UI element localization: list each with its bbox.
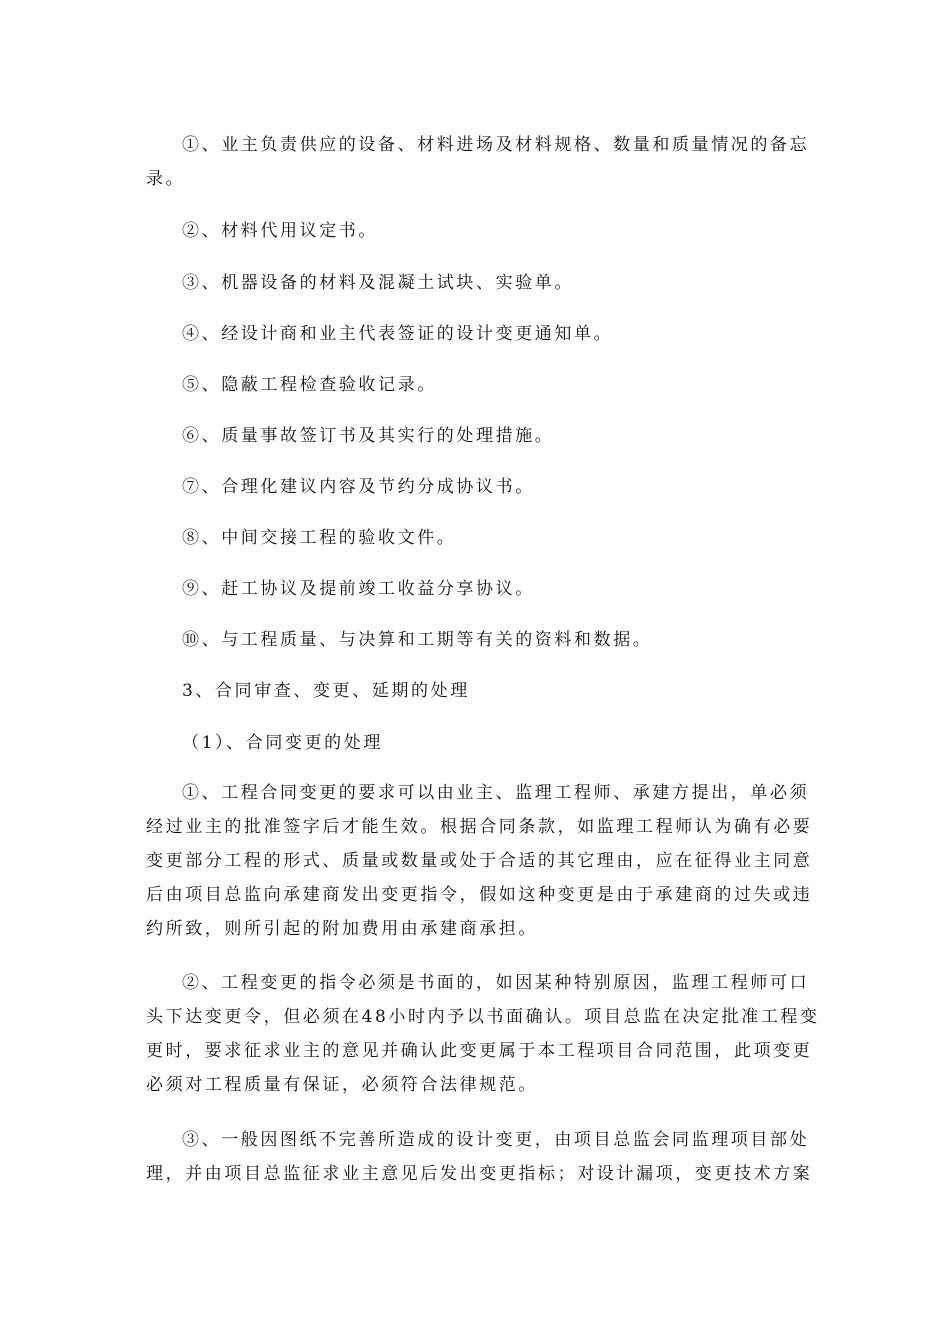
- paragraph-line: 必须对工程质量有保证，必须符合法律规范。: [146, 1075, 538, 1095]
- section-heading: [146, 674, 808, 708]
- subsection-heading: [146, 726, 808, 760]
- paragraph-11: [146, 776, 813, 946]
- paragraph-line: ⑥、质量事故签订书及其实行的处理措施。: [182, 426, 555, 446]
- paragraph-line: 变更部分工程的形式、质量或数量或处于合适的其它理由，应在征得业主同意: [146, 851, 813, 871]
- paragraph-line: ⑧、中间交接工程的验收文件。: [182, 528, 457, 548]
- paragraph-line: 理，并由项目总监征求业主意见后发出变更指标；对设计漏项，变更技术方案: [146, 1164, 813, 1184]
- paragraph-13: [146, 1123, 813, 1191]
- paragraph-10: [146, 623, 808, 657]
- paragraph-1: [146, 128, 808, 196]
- paragraph-line: ②、工程变更的指令必须是书面的，如因某种特别原因，监理工程师可口: [182, 973, 810, 993]
- paragraph-line: 录。: [146, 169, 186, 189]
- paragraph-line: ③、机器设备的材料及混凝土试块、实验单。: [182, 273, 574, 293]
- paragraph-line: 经过业主的批准签字后才能生效。根据合同条款，如监理工程师认为确有必要: [146, 817, 813, 837]
- paragraph-line: ⑦、合理化建议内容及节约分成协议书。: [182, 477, 535, 497]
- paragraph-line: ③、一般因图纸不完善所造成的设计变更，由项目总监会同监理项目部处: [182, 1130, 810, 1150]
- paragraph-line: 更时，要求征求业主的意见并确认此变更属于本工程项目合同范围，此项变更: [146, 1041, 813, 1061]
- paragraph-5: [146, 368, 808, 402]
- paragraph-line: ②、材料代用议定书。: [182, 221, 378, 241]
- paragraph-line: 后由项目总监向承建商发出变更指令，假如这种变更是由于承建商的过失或违: [146, 885, 813, 905]
- paragraph-line: ①、工程合同变更的要求可以由业主、监理工程师、承建方提出，单必须: [182, 783, 810, 803]
- paragraph-3: [146, 266, 808, 300]
- paragraph-6: [146, 419, 808, 453]
- paragraph-2: [146, 214, 808, 248]
- paragraph-line: 头下达变更令，但必须在48小时内予以书面确认。项目总监在决定批准工程变: [146, 1007, 820, 1027]
- paragraph-8: [146, 521, 808, 555]
- paragraph-9: [146, 572, 808, 606]
- paragraph-line: 约所致，则所引起的附加费用由承建商承担。: [146, 919, 538, 939]
- paragraph-line: ⑤、隐蔽工程检查验收记录。: [182, 375, 437, 395]
- paragraph-line: ⑨、赶工协议及提前竣工收益分享协议。: [182, 579, 535, 599]
- paragraph-4: [146, 317, 808, 351]
- paragraph-line: ⑩、与工程质量、与决算和工期等有关的资料和数据。: [182, 630, 653, 650]
- paragraph-line: ①、业主负责供应的设备、材料进场及材料规格、数量和质量情况的备忘: [182, 135, 810, 155]
- section-heading-text: 3、合同审查、变更、延期的处理: [182, 681, 470, 701]
- paragraph-12: [146, 966, 820, 1102]
- paragraph-7: [146, 470, 808, 504]
- subsection-heading-text: （1）、合同变更的处理: [182, 733, 383, 753]
- paragraph-line: ④、经设计商和业主代表签证的设计变更通知单。: [182, 324, 614, 344]
